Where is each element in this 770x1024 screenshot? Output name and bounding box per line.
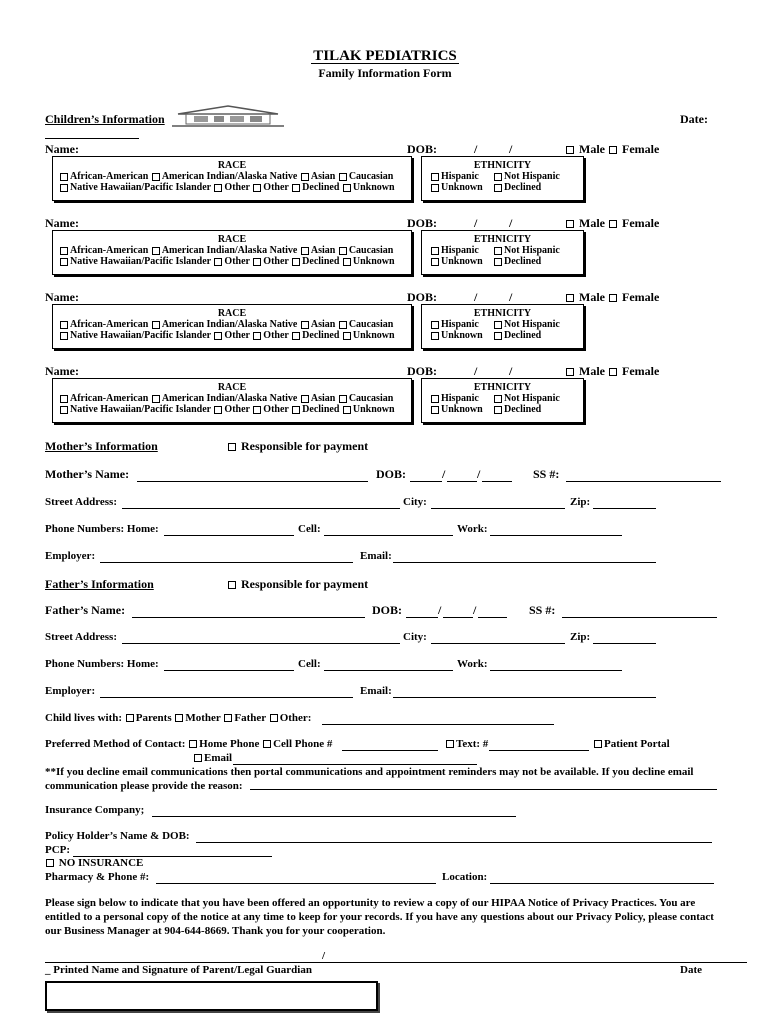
father-responsible-checkbox[interactable] (228, 581, 236, 589)
child-2-dob-label: DOB: (407, 216, 437, 230)
location-label: Location: (442, 871, 488, 883)
father-name-input[interactable] (132, 617, 365, 618)
child-4-race-african-american-checkbox[interactable] (60, 395, 68, 403)
child-2-ethnicity-unknown-checkbox[interactable] (431, 258, 439, 266)
father-phone-home-label: Phone Numbers: Home: (45, 658, 159, 670)
mother-cell-input[interactable] (324, 535, 453, 536)
father-email-label: Email: (360, 685, 392, 697)
child-3-race-heading: RACE (217, 308, 247, 319)
child-2-race-unknown-checkbox[interactable] (343, 258, 351, 266)
father-phone-home-input[interactable] (164, 670, 294, 671)
child-3-race-unknown-checkbox[interactable] (343, 332, 351, 340)
child-4-race-american-indian-checkbox[interactable] (152, 395, 160, 403)
father-work-input[interactable] (490, 670, 622, 671)
child-2-female-checkbox[interactable] (609, 220, 617, 228)
child-4-race-unknown-checkbox[interactable] (343, 406, 351, 414)
lives-with-row: Child lives with: Parents Mother Father Other: (45, 712, 312, 724)
child-2-male-checkbox[interactable] (566, 220, 574, 228)
father-city-input[interactable] (431, 643, 565, 644)
child-3-ethnicity-declined-checkbox[interactable] (494, 332, 502, 340)
email-decline-note: **If you decline email communications then portal communications and appointment reminders may not be available. If you decline email communication please provide the reason: (45, 766, 694, 792)
contact-portal-label: Patient Portal (604, 738, 670, 750)
child-1-race-other-1-checkbox[interactable] (214, 184, 222, 192)
child-4-ethnicity-not-hispanic-checkbox[interactable] (494, 395, 502, 403)
child-2-ethnicity-row-2: Unknown Declined (422, 256, 583, 267)
contact-label: Preferred Method of Contact: (45, 738, 186, 750)
mother-section-heading: Mother’s Information (45, 439, 158, 453)
mother-work-label: Work: (457, 523, 488, 535)
child-4-female-checkbox[interactable] (609, 368, 617, 376)
child-4-name-label: Name: (45, 364, 79, 378)
mother-responsible-payment[interactable]: Responsible for payment (227, 439, 368, 454)
child-1-race-unknown-checkbox[interactable] (343, 184, 351, 192)
child-3-race-declined-checkbox[interactable] (292, 332, 300, 340)
child-1-race-box (52, 156, 412, 201)
no-insurance-checkbox[interactable] (46, 859, 54, 867)
child-2-race-other-2-checkbox[interactable] (253, 258, 261, 266)
child-1-race-african-american-checkbox[interactable] (60, 173, 68, 181)
father-email-input[interactable] (393, 697, 656, 698)
child-3-name-label: Name: (45, 290, 79, 304)
child-2-race-american-indian-checkbox[interactable] (152, 247, 160, 255)
father-dob-month-input[interactable] (406, 617, 438, 618)
mother-zip-input[interactable] (593, 508, 656, 509)
signature-line[interactable] (45, 962, 747, 963)
office-use-box[interactable] (45, 981, 378, 1011)
child-3-female-checkbox[interactable] (609, 294, 617, 302)
child-4-ethnicity-declined-checkbox[interactable] (494, 406, 502, 414)
child-2-ethnicity-heading: ETHNICITY (473, 234, 532, 245)
child-4-race-heading: RACE (217, 382, 247, 393)
mother-dob-month-input[interactable] (410, 481, 442, 482)
child-3-race-asian-checkbox[interactable] (301, 321, 309, 329)
lives-with-label: Child lives with: (45, 712, 123, 724)
child-2-race-box (52, 230, 412, 275)
father-work-label: Work: (457, 658, 488, 670)
mother-zip-label: Zip: (570, 496, 591, 508)
father-dob-label: DOB: (372, 603, 402, 617)
child-1-ethnicity-box (421, 156, 584, 201)
child-1-gender: Male Female (565, 142, 659, 157)
mother-email-label: Email: (360, 550, 392, 562)
mother-cell-label: Cell: (298, 523, 321, 535)
child-3-race-american-indian-checkbox[interactable] (152, 321, 160, 329)
father-name-label: Father’s Name: (45, 603, 126, 617)
child-4-race-caucasian-checkbox[interactable] (339, 395, 347, 403)
child-1-ethnicity-row-1: Hispanic Not Hispanic (422, 171, 583, 182)
child-4-dob-label: DOB: (407, 364, 437, 378)
child-4-ethnicity-heading: ETHNICITY (473, 382, 532, 393)
child-2-ethnicity-box (421, 230, 584, 275)
policy-holder-input[interactable] (196, 842, 712, 843)
pharmacy-input[interactable] (156, 883, 436, 884)
child-1-female-checkbox[interactable] (609, 146, 617, 154)
child-1-race-other-2-checkbox[interactable] (253, 184, 261, 192)
father-dob-day-input[interactable] (443, 617, 473, 618)
child-2-gender: Male Female (565, 216, 659, 231)
father-employer-input[interactable] (100, 697, 353, 698)
child-2-ethnicity-not-hispanic-checkbox[interactable] (494, 247, 502, 255)
child-4-race-declined-checkbox[interactable] (292, 406, 300, 414)
contact-email-label: Email (204, 752, 233, 764)
father-street-input[interactable] (122, 643, 400, 644)
child-4-gender: Male Female (565, 364, 659, 379)
mother-dob-year-input[interactable] (482, 481, 512, 482)
child-1-race-caucasian-checkbox[interactable] (339, 173, 347, 181)
child-2-ethnicity-hispanic-checkbox[interactable] (431, 247, 439, 255)
child-1-ethnicity-row-2: Unknown Declined (422, 182, 583, 193)
signature-date-label: Date (680, 964, 702, 976)
policy-holder-label: Policy Holder’s Name & DOB: (45, 830, 190, 842)
child-3-race-row-1: African-American American Indian/Alaska Native Asian Caucasian (53, 319, 411, 330)
child-1-ethnicity-declined-checkbox[interactable] (494, 184, 502, 192)
contact-portal-checkbox[interactable] (594, 740, 602, 748)
child-2-ethnicity-row-1: Hispanic Not Hispanic (422, 245, 583, 256)
child-4-race-other-1-checkbox[interactable] (214, 406, 222, 414)
mother-name-input[interactable] (137, 481, 368, 482)
child-4-race-row-1: African-American American Indian/Alaska Native Asian Caucasian (53, 393, 411, 404)
child-3-ethnicity-row-2: Unknown Declined (422, 330, 583, 341)
child-3-ethnicity-not-hispanic-checkbox[interactable] (494, 321, 502, 329)
child-2-race-row-1: African-American American Indian/Alaska Native Asian Caucasian (53, 245, 411, 256)
insurance-company-input[interactable] (152, 816, 516, 817)
child-1-ethnicity-heading: ETHNICITY (473, 160, 532, 171)
mother-email-input[interactable] (393, 562, 656, 563)
child-1-name-label: Name: (45, 142, 79, 156)
child-1-race-declined-checkbox[interactable] (292, 184, 300, 192)
date-label: Date: (680, 112, 708, 126)
child-4-ethnicity-hispanic-checkbox[interactable] (431, 395, 439, 403)
child-3-ethnicity-box (421, 304, 584, 349)
child-3-race-box (52, 304, 412, 349)
child-3-race-native-hawaiian-checkbox[interactable] (60, 332, 68, 340)
child-3-ethnicity-hispanic-checkbox[interactable] (431, 321, 439, 329)
contact-cell-phone-checkbox[interactable] (263, 740, 271, 748)
father-zip-input[interactable] (593, 643, 656, 644)
child-4-ethnicity-unknown-checkbox[interactable] (431, 406, 439, 414)
father-street-label: Street Address: (45, 631, 118, 643)
mother-ss-input[interactable] (566, 481, 721, 482)
child-3-race-other-2-checkbox[interactable] (253, 332, 261, 340)
father-ss-input[interactable] (562, 617, 717, 618)
child-1-ethnicity-not-hispanic-checkbox[interactable] (494, 173, 502, 181)
contact-email-checkbox[interactable] (194, 754, 202, 762)
mother-city-label: City: (403, 496, 427, 508)
child-4-ethnicity-box (421, 378, 584, 423)
child-1-ethnicity-unknown-checkbox[interactable] (431, 184, 439, 192)
child-2-race-african-american-checkbox[interactable] (60, 247, 68, 255)
child-1-race-asian-checkbox[interactable] (301, 173, 309, 181)
child-4-ethnicity-row-1: Hispanic Not Hispanic (422, 393, 583, 404)
child-4-race-native-hawaiian-checkbox[interactable] (60, 406, 68, 414)
signature-slash: / (322, 950, 326, 962)
child-3-dob-label: DOB: (407, 290, 437, 304)
father-section-heading: Father’s Information (45, 577, 154, 591)
clinic-logo-icon (172, 104, 284, 128)
child-1-race-row-2: Native Hawaiian/Pacific Islander Other Other Declined Unknown (53, 182, 411, 193)
child-4-male-checkbox[interactable] (566, 368, 574, 376)
child-1-race-american-indian-checkbox[interactable] (152, 173, 160, 181)
email-decline-reason-input[interactable] (250, 789, 717, 790)
location-input[interactable] (490, 883, 714, 884)
mother-work-input[interactable] (490, 535, 622, 536)
child-1-race-row-1: African-American American Indian/Alaska Native Asian Caucasian (53, 171, 411, 182)
mother-street-input[interactable] (122, 508, 400, 509)
child-1-male-checkbox[interactable] (566, 146, 574, 154)
child-3-race-other-1-checkbox[interactable] (214, 332, 222, 340)
child-2-race-caucasian-checkbox[interactable] (339, 247, 347, 255)
signature-label: _ Printed Name and Signature of Parent/Legal Guardian (45, 964, 312, 976)
pcp-label: PCP: (45, 844, 71, 856)
child-2-name-label: Name: (45, 216, 79, 230)
father-employer-label: Employer: (45, 685, 96, 697)
father-responsible-payment[interactable]: Responsible for payment (227, 577, 368, 592)
child-1-race-native-hawaiian-checkbox[interactable] (60, 184, 68, 192)
child-2-ethnicity-declined-checkbox[interactable] (494, 258, 502, 266)
child-2-race-other-1-checkbox[interactable] (214, 258, 222, 266)
child-4-race-asian-checkbox[interactable] (301, 395, 309, 403)
mother-ss-label: SS #: (533, 467, 560, 481)
lives-with-father-checkbox[interactable] (224, 714, 232, 722)
father-city-label: City: (403, 631, 427, 643)
child-1-race-heading: RACE (217, 160, 247, 171)
child-2-race-native-hawaiian-checkbox[interactable] (60, 258, 68, 266)
child-2-race-heading: RACE (217, 234, 247, 245)
child-3-ethnicity-unknown-checkbox[interactable] (431, 332, 439, 340)
mother-responsible-checkbox[interactable] (228, 443, 236, 451)
mother-phone-home-label: Phone Numbers: Home: (45, 523, 159, 535)
mother-city-input[interactable] (431, 508, 565, 509)
child-3-gender: Male Female (565, 290, 659, 305)
pharmacy-label: Pharmacy & Phone #: (45, 871, 150, 883)
father-cell-input[interactable] (324, 670, 453, 671)
contact-text-label: Text: # (456, 738, 489, 750)
contact-home-phone-checkbox[interactable] (189, 740, 197, 748)
clinic-name: TILAK PEDIATRICS (313, 48, 457, 64)
father-cell-label: Cell: (298, 658, 321, 670)
child-3-race-african-american-checkbox[interactable] (60, 321, 68, 329)
child-4-race-other-2-checkbox[interactable] (253, 406, 261, 414)
mother-name-label: Mother’s Name: (45, 467, 130, 481)
child-4-race-box (52, 378, 412, 423)
form-title: Family Information Form (318, 66, 452, 80)
lives-with-parents-checkbox[interactable] (126, 714, 134, 722)
mother-street-label: Street Address: (45, 496, 118, 508)
insurance-company-label: Insurance Company; (45, 804, 145, 816)
hipaa-paragraph: Please sign below to indicate that you have been offered an opportunity to review a copy of our HIPAA Notice of Privacy Practices. You are entitled to a personal copy of the notice at any time to keep for your records. If you have any questions about our Privacy Policy, please contact our Business Manager at 904-644-8669. Thank you for your cooperation. (45, 897, 714, 937)
children-section-heading: Children’s Information (45, 112, 165, 126)
lives-with-mother-checkbox[interactable] (175, 714, 183, 722)
mother-phone-home-input[interactable] (164, 535, 294, 536)
contact-text-checkbox[interactable] (446, 740, 454, 748)
child-4-race-row-2: Native Hawaiian/Pacific Islander Other Other Declined Unknown (53, 404, 411, 415)
father-ss-label: SS #: (529, 603, 556, 617)
contact-row: Preferred Method of Contact: Home Phone Cell Phone # (45, 738, 333, 750)
child-1-ethnicity-hispanic-checkbox[interactable] (431, 173, 439, 181)
child-3-ethnicity-heading: ETHNICITY (473, 308, 532, 319)
contact-cell-phone-input[interactable] (342, 750, 438, 751)
child-4-ethnicity-row-2: Unknown Declined (422, 404, 583, 415)
child-3-race-row-2: Native Hawaiian/Pacific Islander Other Other Declined Unknown (53, 330, 411, 341)
child-2-race-asian-checkbox[interactable] (301, 247, 309, 255)
mother-dob-label: DOB: (376, 467, 406, 481)
child-3-ethnicity-row-1: Hispanic Not Hispanic (422, 319, 583, 330)
no-insurance-option[interactable]: NO INSURANCE (45, 857, 143, 869)
mother-dob-day-input[interactable] (447, 481, 477, 482)
child-1-dob-label: DOB: (407, 142, 437, 156)
father-dob-year-input[interactable] (478, 617, 507, 618)
child-2-race-row-2: Native Hawaiian/Pacific Islander Other Other Declined Unknown (53, 256, 411, 267)
father-zip-label: Zip: (570, 631, 591, 643)
child-3-male-checkbox[interactable] (566, 294, 574, 302)
contact-text-input[interactable] (489, 750, 589, 751)
child-2-race-declined-checkbox[interactable] (292, 258, 300, 266)
mother-employer-label: Employer: (45, 550, 96, 562)
lives-with-other-checkbox[interactable] (270, 714, 278, 722)
child-3-race-caucasian-checkbox[interactable] (339, 321, 347, 329)
lives-with-other-input[interactable] (322, 724, 554, 725)
mother-employer-input[interactable] (100, 562, 353, 563)
